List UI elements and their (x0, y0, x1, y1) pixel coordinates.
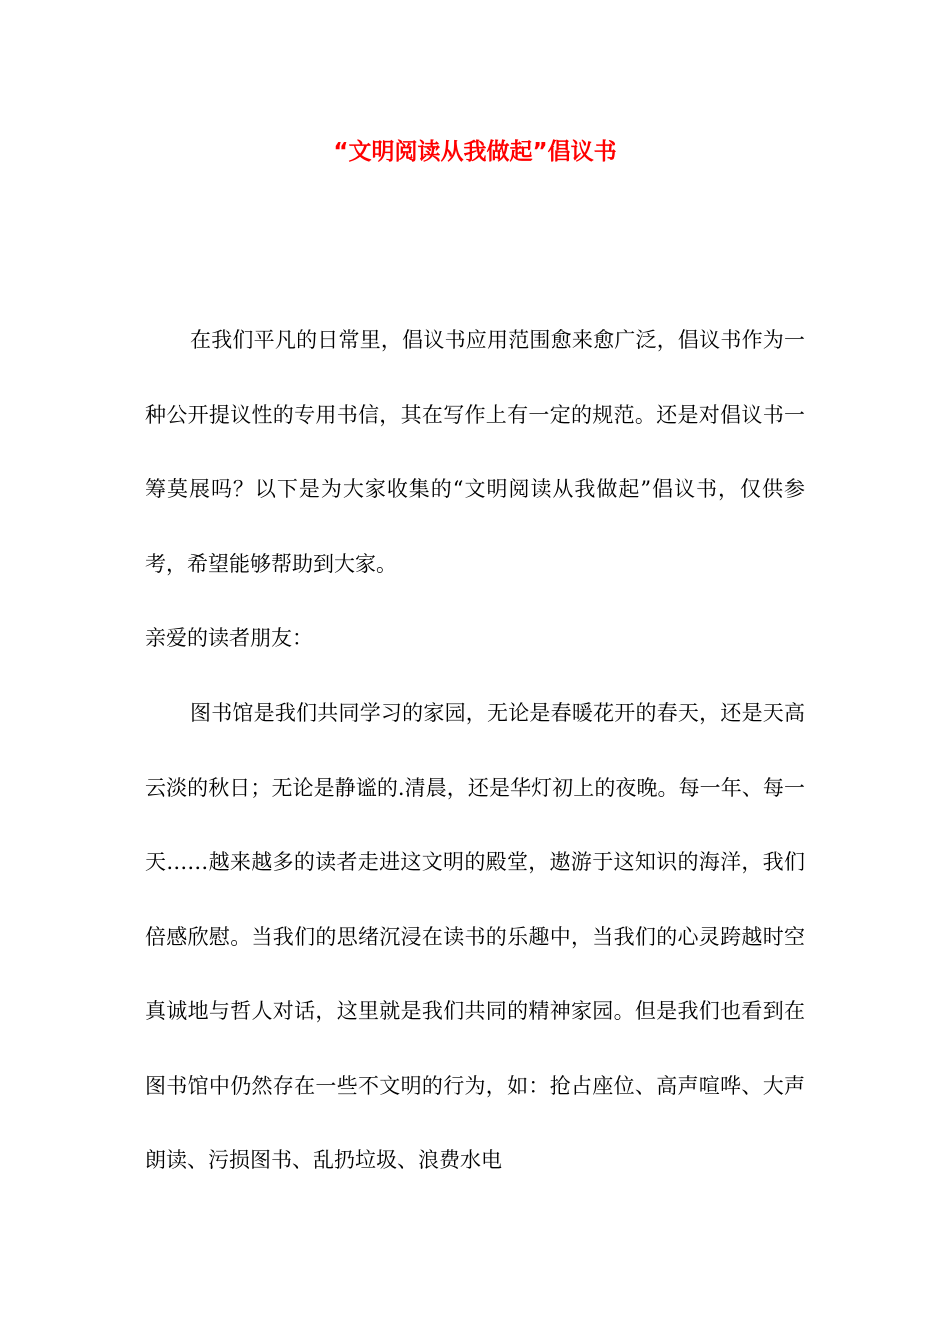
intro-paragraph: 在我们平凡的日常里，倡议书应用范围愈来愈广泛，倡议书作为一种公开提议性的专用书信，其在写作上有一定的规范。还是对倡议书一筹莫展吗？以下是为大家收集的“文明阅读从我做起”倡议书，仅供参考，希望能够帮助到大家。 (145, 328, 805, 576)
salutation: 亲爱的读者朋友： (145, 626, 313, 650)
document-title: “文明阅读从我做起”倡议书 (333, 139, 617, 165)
body-paragraph: 图书馆是我们共同学习的家园，无论是春暖花开的春天，还是天高云淡的秋日；无论是静谧的.清晨，还是华灯初上的夜晚。每一年、每一天……越来越多的读者走进这文明的殿堂，遨游于这知识的海洋，我们倍感欣慰。当我们的思绪沉浸在读书的乐趣中，当我们的心灵跨越时空真诚地与哲人对话，这里就是我们共同的精神家园。但是我们也看到在图书馆中仍然存在一些不文明的行为，如：抢占座位、高声喧哗、大声朗读、污损图书、乱扔垃圾、浪费水电 (145, 701, 805, 1172)
